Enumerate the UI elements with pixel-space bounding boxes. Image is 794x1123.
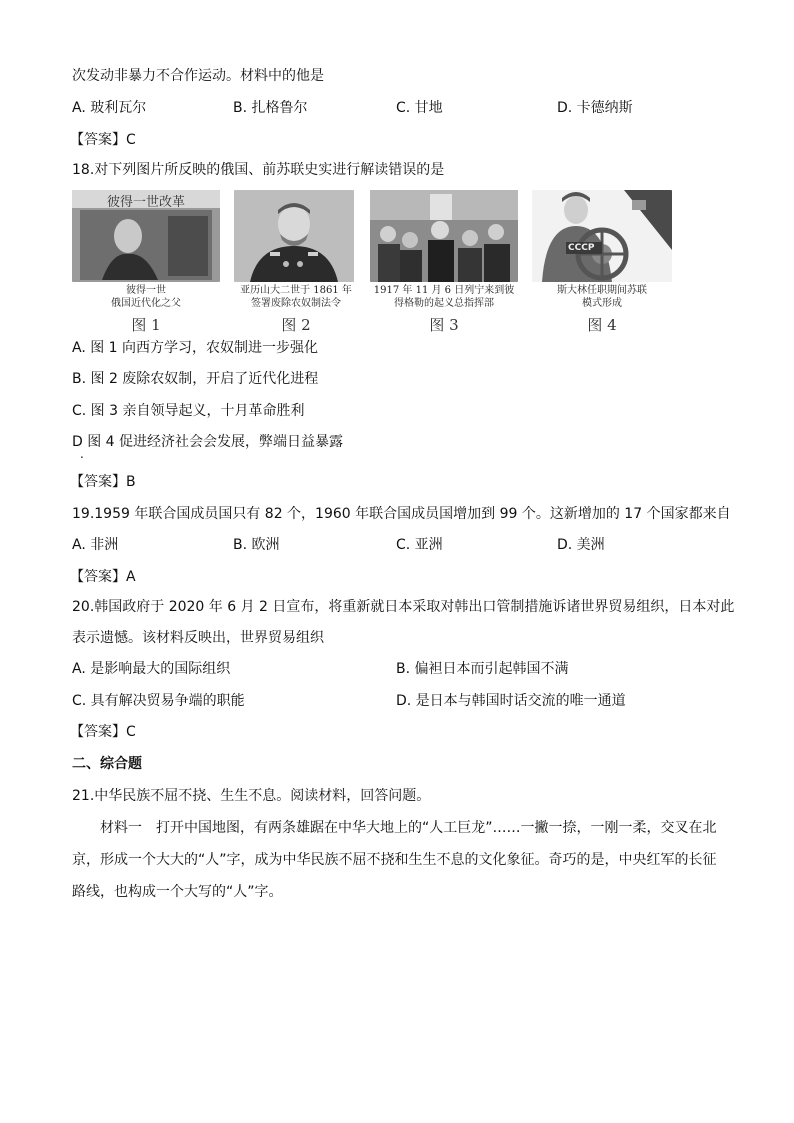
q18-option-c: C. 图 3 亲自领导起义，十月革命胜利 — [72, 403, 305, 419]
q19-option-b: B. 欧洲 — [233, 537, 280, 553]
q20-stem-line-1: 20.韩国政府于 2020 年 6 月 2 日宣布，将重新就日本采取对韩出口管制措施诉诸世界贸易组织，日本对此 — [72, 599, 735, 615]
q20-option-c: C. 具有解决贸易争端的职能 — [72, 693, 245, 709]
q17-option-b: B. 扎格鲁尔 — [233, 100, 308, 116]
q19-option-d: D. 美洲 — [557, 537, 605, 553]
q21-stem: 21.中华民族不屈不挠、生生不息。阅读材料，回答问题。 — [72, 788, 431, 804]
q18-option-a: A. 图 1 向西方学习，农奴制进一步强化 — [72, 340, 319, 356]
figure-4-label: 图 4 — [587, 316, 617, 334]
q19-stem: 19.1959 年联合国成员国只有 82 个，1960 年联合国成员国增加到 99 个。这新增加的 17 个国家都来自 — [72, 506, 731, 522]
q21-material-1: 材料一 打开中国地图，有两条雄踞在中华大地上的“人工巨龙”……一撇一捺，一刚一柔，交叉在北京，形成一个大大的“人”字，成为中华民族不屈不挠和生生不息的文化象征。奇巧的是，中央红军的长征路线，也构成一个大写的“人”字。 — [72, 820, 717, 900]
q17-option-a: A. 玻利瓦尔 — [72, 100, 147, 116]
q17-stem-tail: 次发动非暴力不合作运动。材料中的他是 — [72, 68, 324, 84]
q18-stray-dot: . — [80, 447, 84, 461]
figure-3-caption: 1917 年 11 月 6 日列宁来到彼 得格勒的起义总指挥部 — [373, 285, 515, 309]
figure-1-caption: 彼得一世 俄国近代化之父 — [111, 285, 181, 309]
q19-option-a: A. 非洲 — [72, 537, 119, 553]
q18-figure-strip — [72, 190, 692, 334]
q17-option-d: D. 卡德纳斯 — [557, 100, 633, 116]
portrait-painting-icon — [72, 190, 220, 282]
military-portrait-icon — [234, 190, 354, 282]
soviet-poster-icon — [532, 190, 672, 282]
q20-option-a: A. 是影响最大的国际组织 — [72, 661, 231, 677]
section-2-title: 二、综合题 — [72, 756, 142, 772]
figure-2-label: 图 2 — [281, 316, 311, 334]
q18-option-b: B. 图 2 废除农奴制，开启了近代化进程 — [72, 371, 319, 387]
q18-option-d: D 图 4 促进经济社会会发展，弊端日益暴露 — [72, 434, 344, 450]
figure-4-caption: 斯大林任职期间苏联 模式形成 — [557, 285, 647, 309]
q20-answer: 【答案】C — [70, 724, 136, 740]
figure-2-caption: 亚历山大二世于 1861 年 签署废除农奴制法令 — [240, 285, 352, 309]
q18-answer: 【答案】B — [70, 474, 136, 490]
figure-1-label: 图 1 — [131, 316, 161, 334]
q20-stem-line-2: 表示遗憾。该材料反映出，世界贸易组织 — [72, 630, 324, 646]
q19-option-c: C. 亚洲 — [396, 537, 443, 553]
figure-1-banner: 彼得一世改革 — [106, 195, 185, 210]
q17-option-c: C. 甘地 — [396, 100, 443, 116]
figure-4-poster-text: СССР — [568, 243, 595, 253]
figure-3-label: 图 3 — [429, 316, 459, 334]
q20-option-b: B. 偏袒日本而引起韩国不满 — [396, 661, 569, 677]
q17-answer: 【答案】C — [70, 132, 136, 148]
crowd-scene-icon — [370, 190, 518, 282]
q18-stem: 18.对下列图片所反映的俄国、前苏联史实进行解读错误的是 — [72, 162, 445, 178]
q19-answer: 【答案】A — [70, 569, 136, 585]
q20-option-d: D. 是日本与韩国时话交流的唯一通道 — [396, 693, 626, 709]
